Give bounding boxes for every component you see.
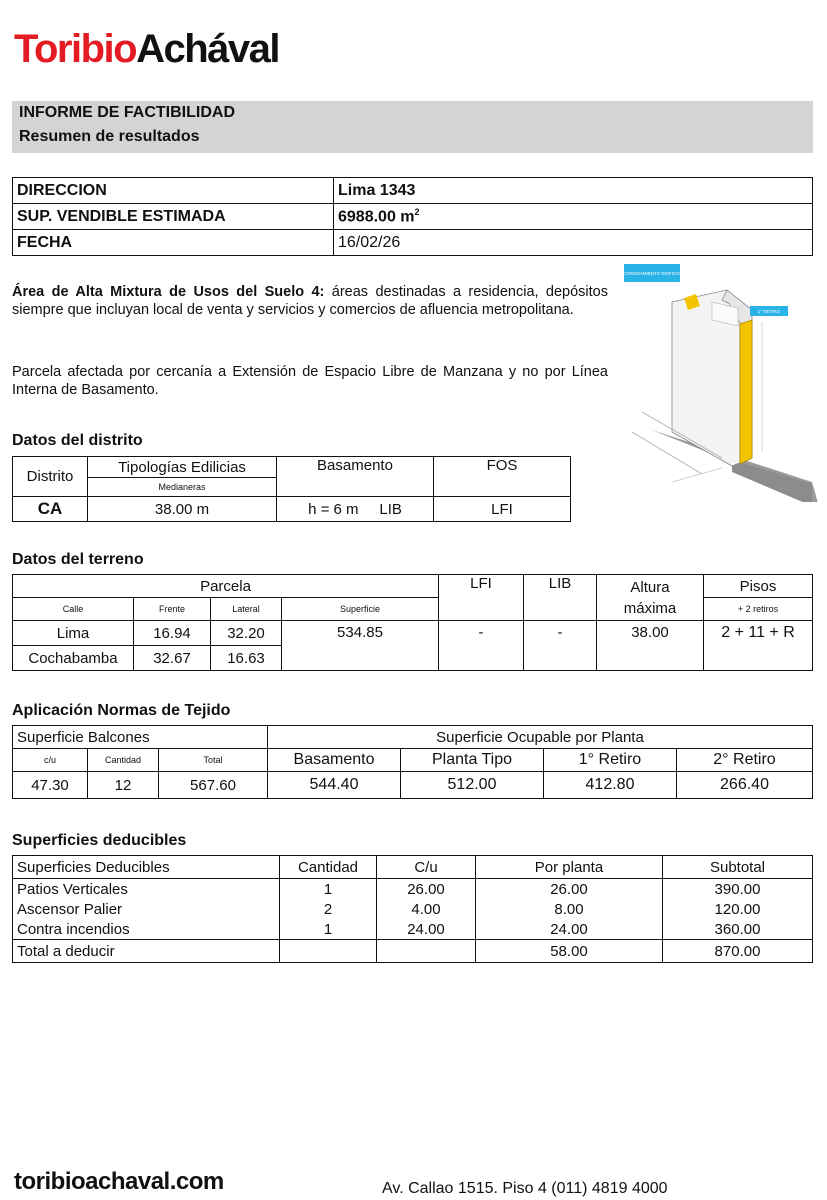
h-subtotal: Subtotal (663, 856, 813, 879)
h-ocupable: Superficie Ocupable por Planta (268, 726, 813, 749)
report-header (12, 101, 813, 153)
h-frente: Frente (134, 598, 211, 621)
parcel-note: Parcela afectada por cercanía a Extensión de Espacio Libre de Manzana y no por Línea Interna de Basamento. (12, 364, 608, 398)
h-distrito: Distrito (13, 457, 88, 497)
deducibles-table (12, 855, 813, 963)
fecha-value: 16/02/26 (334, 230, 813, 256)
total-label: Total a deducir (13, 940, 280, 963)
h-calle: Calle (13, 598, 134, 621)
report-title: INFORME DE FACTIBILIDAD (19, 104, 235, 121)
h-cu-d: C/u (377, 856, 476, 879)
table-row: Ascensor Palier 2 4.00 8.00 120.00 (13, 899, 813, 919)
direccion-label: DIRECCION (13, 178, 334, 204)
h-parcela: Parcela (13, 575, 439, 598)
footer-address: Av. Callao 1515. Piso 4 (011) 4819 4000 (382, 1180, 668, 1197)
h-total: Total (159, 749, 268, 772)
tejido-title: Aplicación Normas de Tejido (12, 702, 231, 719)
building-figure (612, 262, 820, 502)
h-lfi: LFI (439, 575, 524, 621)
h-retiro2: 2° Retiro (677, 749, 813, 772)
deducibles-title: Superficies deducibles (12, 832, 187, 849)
v-cantidad: 12 (88, 772, 159, 799)
h-lib: LIB (524, 575, 597, 621)
h-cu: c/u (13, 749, 88, 772)
report-subtitle: Resumen de resultados (19, 128, 200, 145)
frente-1: 32.67 (134, 646, 211, 671)
direccion-value: Lima 1343 (334, 178, 813, 204)
v-basamento: h = 6 m LIB (277, 497, 434, 522)
total-por-planta: 58.00 (476, 940, 663, 963)
total-subtotal: 870.00 (663, 940, 813, 963)
lateral-0: 32.20 (211, 621, 282, 646)
v-tipologias: 38.00 m (88, 497, 277, 522)
h-por-planta: Por planta (476, 856, 663, 879)
table-row: Patios Verticales 1 26.00 26.00 390.00 (13, 879, 813, 900)
h-pisos-sub: + 2 retiros (704, 598, 813, 621)
h-cantidad: Cantidad (88, 749, 159, 772)
v-lib: - (524, 621, 597, 671)
footer-website[interactable]: toribioachaval.com (14, 1168, 224, 1195)
v-retiro2: 266.40 (677, 772, 813, 799)
v-retiro1: 412.80 (544, 772, 677, 799)
h-basamento-t: Basamento (268, 749, 401, 772)
distrito-table (12, 456, 571, 522)
h-cantidad-d: Cantidad (280, 856, 377, 879)
v-lfi: - (439, 621, 524, 671)
h-balcones: Superficie Balcones (13, 726, 268, 749)
table-row: Contra incendios 1 24.00 24.00 360.00 (13, 919, 813, 940)
calle-1: Cochabamba (13, 646, 134, 671)
terreno-table (12, 574, 813, 671)
v-fos: LFI (434, 497, 571, 522)
h-retiro1: 1° Retiro (544, 749, 677, 772)
fecha-label: FECHA (13, 230, 334, 256)
h-fos: FOS (434, 457, 571, 497)
h-basamento: Basamento (277, 457, 434, 497)
v-total: 567.60 (159, 772, 268, 799)
tejido-table (12, 725, 813, 799)
zone-description: Área de Alta Mixtura de Usos del Suelo 4: áreas destinadas a residencia, depósitos siempre que incluyan local de venta y servicios y comercios de afluencia metropolitana. (12, 284, 608, 318)
v-distrito: CA (13, 497, 88, 522)
sup-label: SUP. VENDIBLE ESTIMADA (13, 204, 334, 230)
h-lateral: Lateral (211, 598, 282, 621)
frente-0: 16.94 (134, 621, 211, 646)
h-superficie: Superficie (282, 598, 439, 621)
h-pisos: Pisos (704, 575, 813, 598)
terreno-title: Datos del terreno (12, 551, 144, 568)
lateral-1: 16.63 (211, 646, 282, 671)
calle-0: Lima (13, 621, 134, 646)
sup-value: 6988.00 $m^2$ (334, 204, 813, 230)
h-altura: Altura máxima (597, 575, 704, 621)
v-cu: 47.30 (13, 772, 88, 799)
distrito-title: Datos del distrito (12, 432, 143, 449)
v-altura: 38.00 (597, 621, 704, 671)
figure-label-top: CORONAMIENTO EDIFICIO (623, 271, 681, 276)
h-planta-tipo: Planta Tipo (401, 749, 544, 772)
v-superficie: 534.85 (282, 621, 439, 671)
figure-label-right: 1° RETIRO (757, 309, 781, 314)
info-table (12, 177, 813, 256)
v-basamento-t: 544.40 (268, 772, 401, 799)
h-tipologias: Tipologías Edilicias (88, 457, 277, 478)
h-medianeras: Medianeras (88, 478, 277, 497)
v-planta-tipo: 512.00 (401, 772, 544, 799)
v-pisos: 2 + 11 + R (704, 621, 813, 671)
h-sup-deducibles: Superficies Deducibles (13, 856, 280, 879)
brand-logo: ToribioAchával (14, 27, 279, 71)
